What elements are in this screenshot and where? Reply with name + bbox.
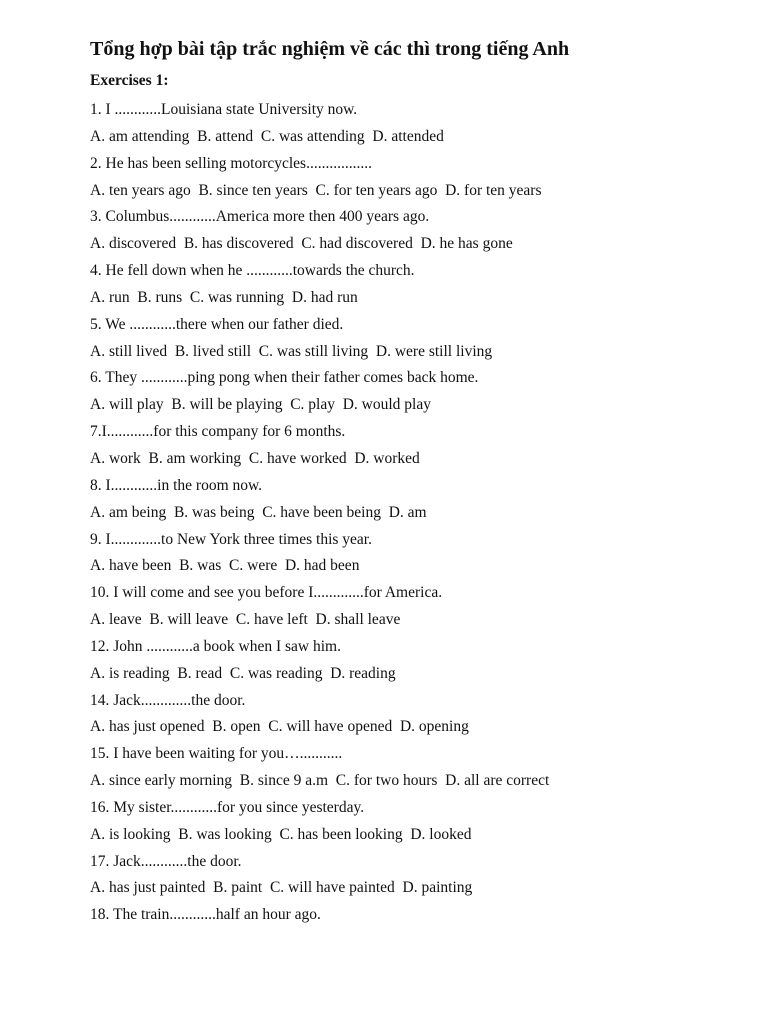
document-title: Tổng hợp bài tập trắc nghiệm về các thì trong tiếng Anh [90, 38, 570, 60]
question-line: 17. Jack............the door. [90, 852, 242, 870]
options-line: A. have been B. was C. were D. had been [90, 557, 360, 575]
options-line: A. am attending B. attend C. was attending D. attended [90, 127, 444, 145]
question-line: 9. I.............to New York three times this year. [90, 530, 372, 548]
question-line: 3. Columbus............America more then 400 years ago. [90, 208, 430, 226]
question-line: 4. He fell down when he ............towards the church. [90, 262, 415, 280]
options-line: A. discovered B. has discovered C. had discovered D. he has gone [90, 235, 513, 253]
question-line: 12. John ............a book when I saw him. [90, 637, 341, 655]
question-line: 16. My sister............for you since yesterday. [90, 798, 365, 816]
options-line: A. has just painted B. paint C. will have painted D. painting [90, 879, 473, 897]
question-line: 2. He has been selling motorcycles................. [90, 154, 372, 172]
question-line: 14. Jack.............the door. [90, 691, 246, 709]
options-line: A. leave B. will leave C. have left D. shall leave [90, 611, 401, 629]
options-line: A. will play B. will be playing C. play D. would play [90, 396, 431, 414]
question-line: 6. They ............ping pong when their father comes back home. [90, 369, 479, 387]
options-line: A. am being B. was being C. have been being D. am [90, 503, 427, 521]
question-line: 10. I will come and see you before I.............for America. [90, 584, 443, 602]
options-line: A. run B. runs C. was running D. had run [90, 288, 358, 306]
question-line: 5. We ............there when our father died. [90, 315, 344, 333]
options-line: A. is looking B. was looking C. has been looking D. looked [90, 825, 472, 843]
question-line: 15. I have been waiting for you…........... [90, 745, 343, 763]
question-line: 8. I............in the room now. [90, 476, 263, 494]
question-line: 7.I............for this company for 6 months. [90, 423, 346, 441]
options-line: A. has just opened B. open C. will have opened D. opening [90, 718, 469, 736]
question-line: 1. I ............Louisiana state University now. [90, 101, 358, 118]
options-line: A. since early morning B. since 9 a.m C. for two hours D. all are correct [90, 772, 550, 790]
options-line: A. work B. am working C. have worked D. worked [90, 449, 420, 467]
exercise-lines [90, 97, 549, 929]
options-line: A. is reading B. read C. was reading D. reading [90, 664, 396, 682]
options-line: A. still lived B. lived still C. was still living D. were still living [90, 342, 493, 360]
options-line: A. ten years ago B. since ten years C. for ten years ago D. for ten years [90, 181, 542, 199]
question-line: 18. The train............half an hour ago. [90, 906, 321, 924]
exercise-heading: Exercises 1: [90, 72, 169, 89]
